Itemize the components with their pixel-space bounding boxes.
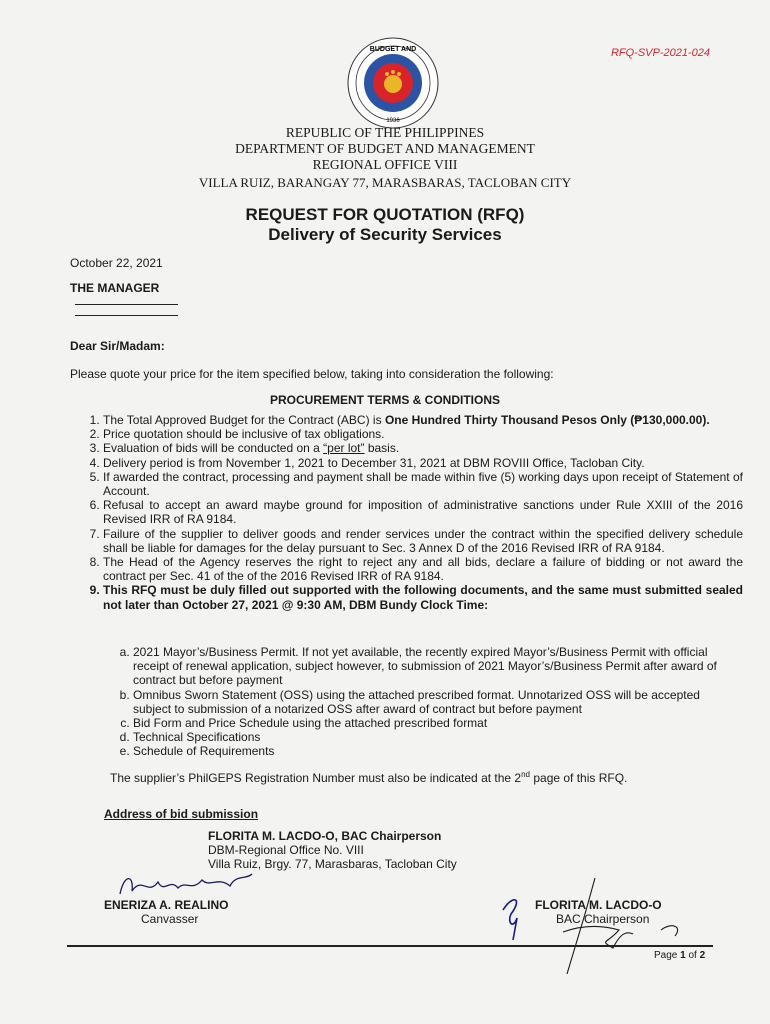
header-department: DEPARTMENT OF BUDGET AND MANAGEMENT: [235, 141, 535, 156]
document-item: a. 2021 Mayor’s/Business Permit. If not yet available, the recently expired Mayor’s/Business Permit with official receipt of renewal application, subject however, to submission of 2021 Mayor’s/Business Permit after award of contract but before payment: [133, 645, 741, 688]
chairperson-name: FLORITA M. LACDO-O: [535, 898, 662, 912]
canvasser-name: ENERIZA A. REALINO: [104, 898, 229, 912]
salutation: Dear Sir/Madam:: [70, 339, 165, 353]
svg-text:1936: 1936: [386, 118, 400, 124]
dbm-seal-logo: [347, 37, 439, 129]
term-item: 5. If awarded the contract, processing and payment shall be made within five (5) working days upon receipt of Statement of Account.: [103, 470, 743, 498]
footer-rule: [67, 945, 713, 947]
document-item: c. Bid Form and Price Schedule using the attached prescribed format: [133, 716, 741, 730]
addressee: THE MANAGER: [70, 281, 160, 295]
document-date: October 22, 2021: [70, 256, 163, 270]
header-address: VILLA RUIZ, BARANGAY 77, MARASBARAS, TACLOBAN CITY: [198, 175, 572, 190]
term-item: 6. Refusal to accept an award maybe ground for imposition of administrative sanctions under Rule XXIII of the 2016 Revised IRR of RA 9184.: [103, 498, 743, 526]
address-office: DBM-Regional Office No. VIII: [208, 843, 364, 857]
header-republic: REPUBLIC OF THE PHILIPPINES: [285, 125, 485, 140]
term-item: 9. This RFQ must be duly filled out supported with the following documents, and the same must submitted sealed not later than October 27, 2021 @ 9:30 AM, DBM Bundy Clock Time:: [103, 583, 743, 611]
address-name: FLORITA M. LACDO-O, BAC Chairperson: [208, 829, 442, 843]
document-item: b. Omnibus Sworn Statement (OSS) using the attached prescribed format. Unnotarized OSS will be accepted subject to submission of a notarized OSS after award of contract but before payment: [133, 688, 741, 716]
addressee-line-1: [75, 304, 178, 305]
term-item: 4. Delivery period is from November 1, 2021 to December 31, 2021 at DBM ROVIII Office, Tacloban City.: [103, 456, 743, 470]
header-regional-office: REGIONAL OFFICE VIII: [312, 157, 458, 172]
intro-paragraph: Please quote your price for the item specified below, taking into consideration the following:: [70, 367, 554, 381]
chairperson-role: BAC Chairperson: [556, 912, 650, 926]
terms-heading: PROCUREMENT TERMS & CONDITIONS: [269, 393, 500, 407]
document-item: d. Technical Specifications: [133, 730, 741, 744]
terms-list: [70, 413, 743, 612]
document-item: e. Schedule of Requirements: [133, 744, 741, 758]
document-reference: RFQ-SVP-2021-024: [610, 47, 710, 59]
page-number: Page 1 of 2: [654, 950, 706, 961]
term-item: 7. Failure of the supplier to deliver goods and render services under the contract within the specified delivery schedule shall be liable for damages for the delay pursuant to Sec. 3 Annex D of the 2016 Revised IRR of RA 9184.: [103, 527, 743, 555]
canvasser-role: Canvasser: [141, 912, 199, 926]
term-item: 3. Evaluation of bids will be conducted on a “per lot” basis.: [103, 441, 743, 455]
philgeps-note: The supplier’s PhilGEPS Registration Number must also be indicated at the 2nd page of this RFQ.: [110, 770, 628, 785]
term-item: 2. Price quotation should be inclusive of tax obligations.: [103, 427, 743, 441]
document-title: REQUEST FOR QUOTATION (RFQ): [245, 205, 525, 224]
documents-list: [100, 645, 741, 759]
term-item: 1. The Total Approved Budget for the Contract (ABC) is One Hundred Thirty Thousand Pesos Only (₱130,000.00).: [103, 413, 743, 427]
document-subtitle: Delivery of Security Services: [268, 225, 502, 244]
addressee-line-2: [75, 315, 178, 316]
term-item: 8. The Head of the Agency reserves the right to reject any and all bids, declare a failure of bidding or not award the contract per Sec. 41 of the of the 2016 Revised IRR of RA 9184.: [103, 555, 743, 583]
address-heading: Address of bid submission: [104, 807, 259, 821]
address-street: Villa Ruiz, Brgy. 77, Marasbaras, Tacloban City: [208, 857, 457, 871]
svg-text:BUDGET AND: BUDGET AND: [369, 46, 417, 53]
